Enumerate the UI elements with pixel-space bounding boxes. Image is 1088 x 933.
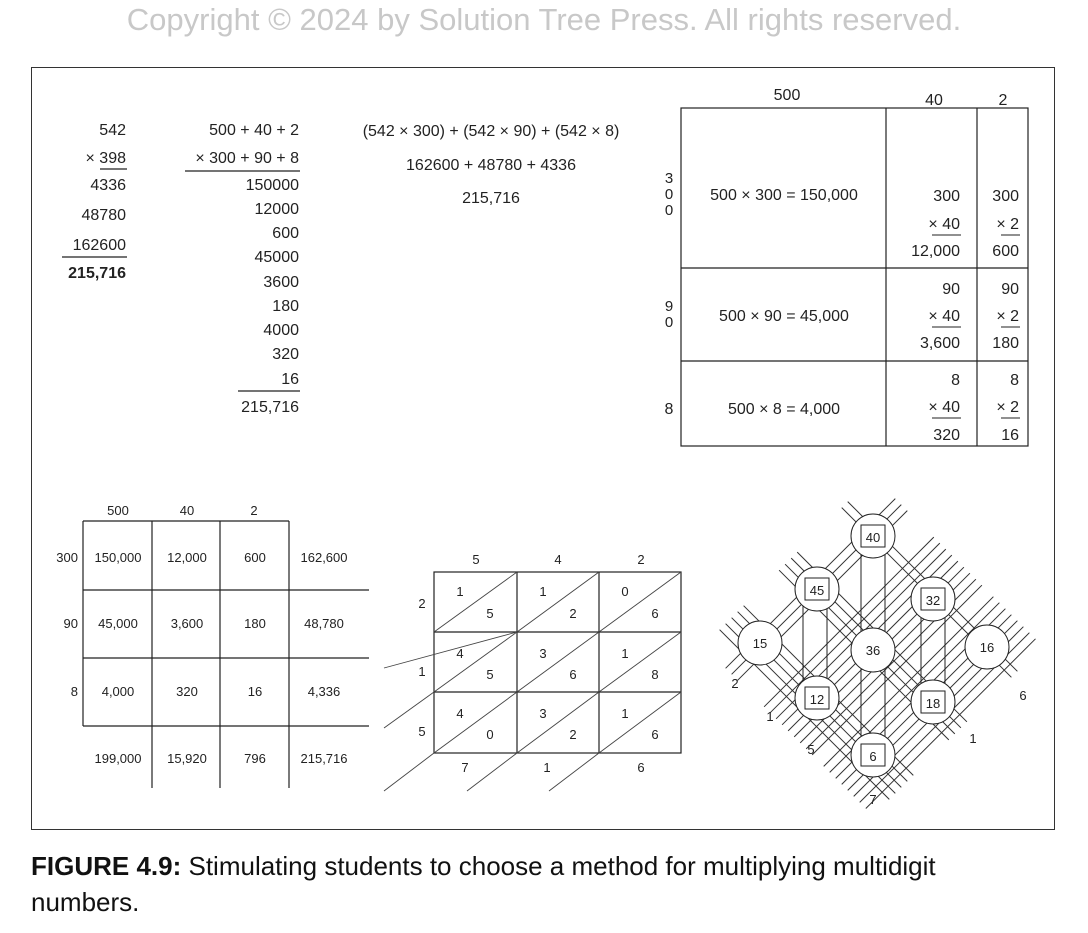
lat-row-header: 2 <box>418 596 426 611</box>
ppt-row-header: 8 <box>70 684 78 699</box>
lat-row-header: 5 <box>418 724 426 739</box>
lm-node-right: 16 <box>979 640 995 655</box>
ea-top: 500 + 40 + 2 <box>209 122 299 139</box>
lm-node: 45 <box>809 583 825 598</box>
am-sub: 600 <box>992 243 1019 260</box>
lm-outer-digit: 1 <box>766 709 774 724</box>
expanded-algorithm <box>185 122 300 416</box>
dist-line3: 215,716 <box>462 190 520 207</box>
ea-partial: 4000 <box>263 322 299 339</box>
sa-line: × 398 <box>85 150 126 167</box>
lm-node-top: 40 <box>865 530 881 545</box>
caption-text: Stimulating students to choose a method for multiplying multidigit numbers. <box>31 851 936 917</box>
lm-node: 18 <box>925 696 941 711</box>
lat-ones: 6 <box>651 727 659 742</box>
am-main-cell: 500 × 8 = 4,000 <box>727 401 841 418</box>
lat-ones: 5 <box>486 667 494 682</box>
am-sub: × 40 <box>928 399 960 416</box>
am-row-header-digit: 0 <box>664 202 674 219</box>
lat-tens: 4 <box>456 706 464 721</box>
multiplication-methods-diagram <box>32 68 1054 829</box>
lm-outer-digit: 7 <box>869 792 877 807</box>
am-sub: 300 <box>933 188 960 205</box>
am-sub: 90 <box>1001 281 1019 298</box>
am-sub: × 2 <box>996 308 1019 325</box>
ppt-cell: 4,000 <box>101 684 135 699</box>
am-sub: 8 <box>951 372 960 389</box>
am-sub: 12,000 <box>911 243 960 260</box>
ppt-cell: 3,600 <box>170 616 204 631</box>
figure-frame <box>31 67 1055 830</box>
sa-line: 4336 <box>90 177 126 194</box>
ppt-total: 215,716 <box>300 751 348 766</box>
lat-ones: 8 <box>651 667 659 682</box>
ea-partial: 45000 <box>254 249 299 266</box>
area-model <box>665 87 1028 446</box>
dist-line2: 162600 + 48780 + 4336 <box>406 157 576 174</box>
lat-tens: 0 <box>621 584 629 599</box>
lat-tens: 4 <box>456 646 464 661</box>
lm-outer-digit: 5 <box>807 742 815 757</box>
lat-answer-digit: 1 <box>543 760 551 775</box>
sa-line: 48780 <box>81 207 126 224</box>
lat-ones: 0 <box>486 727 494 742</box>
lat-col-header: 5 <box>472 552 480 567</box>
lat-answer-digit: 7 <box>461 760 469 775</box>
lm-node: 32 <box>925 593 941 608</box>
am-row-header-digit: 0 <box>664 186 674 203</box>
am-main-cell: 500 × 90 = 45,000 <box>719 308 849 325</box>
am-sub: 180 <box>992 335 1019 352</box>
lat-row-header: 1 <box>418 664 426 679</box>
lattice-method <box>384 552 681 791</box>
caption-label: FIGURE 4.9: <box>31 851 182 881</box>
lm-node-center: 36 <box>865 643 881 658</box>
lat-tens: 3 <box>539 646 547 661</box>
sa-answer: 215,716 <box>68 265 126 282</box>
ppt-cell: 45,000 <box>98 616 138 631</box>
am-sub: 320 <box>933 427 960 444</box>
ea-partial: 16 <box>281 371 299 388</box>
am-sub: × 40 <box>928 216 960 233</box>
lat-tens: 1 <box>456 584 464 599</box>
lm-node-left: 15 <box>752 636 768 651</box>
am-row-header-digit: 3 <box>664 170 674 187</box>
lm-outer-digit: 1 <box>969 731 977 746</box>
lat-tens: 1 <box>621 646 629 661</box>
ea-partial: 180 <box>272 298 299 315</box>
ppt-cell: 16 <box>247 684 263 699</box>
am-sub: × 40 <box>928 308 960 325</box>
ppt-col-header: 2 <box>250 503 258 518</box>
am-sub: × 2 <box>996 399 1019 416</box>
am-sub: × 2 <box>996 216 1019 233</box>
ea-partial: 320 <box>272 346 299 363</box>
line-method <box>720 499 1036 809</box>
ppt-cell: 4,336 <box>307 684 341 699</box>
lm-node-bottom: 6 <box>869 749 877 764</box>
lm-outer-digit: 2 <box>731 676 739 691</box>
ea-partial: 3600 <box>263 274 299 291</box>
ppt-cell: 320 <box>176 684 198 699</box>
am-col-header: 40 <box>925 92 943 109</box>
lat-col-header: 4 <box>554 552 562 567</box>
lat-answer-digit: 6 <box>637 760 645 775</box>
am-col-header: 500 <box>773 87 801 104</box>
ppt-col-header: 500 <box>107 503 129 518</box>
ppt-total: 15,920 <box>167 751 207 766</box>
ppt-cell: 162,600 <box>300 550 348 565</box>
am-sub: 3,600 <box>919 335 960 352</box>
am-sub: 90 <box>942 281 960 298</box>
lat-tens: 1 <box>621 706 629 721</box>
ea-partial: 150000 <box>245 177 299 194</box>
ppt-row-header: 300 <box>56 550 78 565</box>
ppt-cell: 12,000 <box>167 550 207 565</box>
am-row-header-digit: 0 <box>664 314 674 331</box>
am-sub: 300 <box>992 188 1019 205</box>
copyright-notice: Copyright © 2024 by Solution Tree Press. All rights reserved. <box>126 2 962 37</box>
am-sub: 16 <box>1001 427 1019 444</box>
am-sub: 8 <box>1010 372 1019 389</box>
lm-node: 12 <box>809 692 825 707</box>
lat-ones: 2 <box>569 606 577 621</box>
lat-tens: 1 <box>539 584 547 599</box>
dist-line1: (542 × 300) + (542 × 90) + (542 × 8) <box>362 123 620 140</box>
lat-tens: 3 <box>539 706 547 721</box>
lat-ones: 2 <box>569 727 577 742</box>
lat-ones: 6 <box>569 667 577 682</box>
ppt-total: 199,000 <box>94 751 142 766</box>
sa-line: 162600 <box>72 237 126 254</box>
figure-caption <box>31 848 1041 920</box>
am-row-header-digit: 9 <box>664 298 674 315</box>
am-col-header: 2 <box>998 92 1008 109</box>
lat-ones: 6 <box>651 606 659 621</box>
am-main-cell: 500 × 300 = 150,000 <box>710 187 858 204</box>
ea-answer: 215,716 <box>241 399 299 416</box>
lat-col-header: 2 <box>637 552 645 567</box>
ea-partial: 12000 <box>254 201 299 218</box>
standard-algorithm <box>62 122 127 282</box>
ppt-total: 796 <box>244 751 266 766</box>
ppt-row-header: 90 <box>63 616 78 631</box>
ppt-cell: 180 <box>244 616 266 631</box>
ppt-col-header: 40 <box>179 503 195 518</box>
ppt-cell: 600 <box>244 550 266 565</box>
distributive-method <box>363 123 620 207</box>
ea-bottom: × 300 + 90 + 8 <box>195 150 299 167</box>
ppt-cell: 150,000 <box>94 550 142 565</box>
lm-outer-digit: 6 <box>1019 688 1027 703</box>
ppt-cell: 48,780 <box>304 616 344 631</box>
am-row-header-digit: 8 <box>664 401 674 418</box>
sa-line: 542 <box>99 122 126 139</box>
ea-partial: 600 <box>272 225 299 242</box>
partial-products-table <box>56 503 369 788</box>
lat-ones: 5 <box>486 606 494 621</box>
